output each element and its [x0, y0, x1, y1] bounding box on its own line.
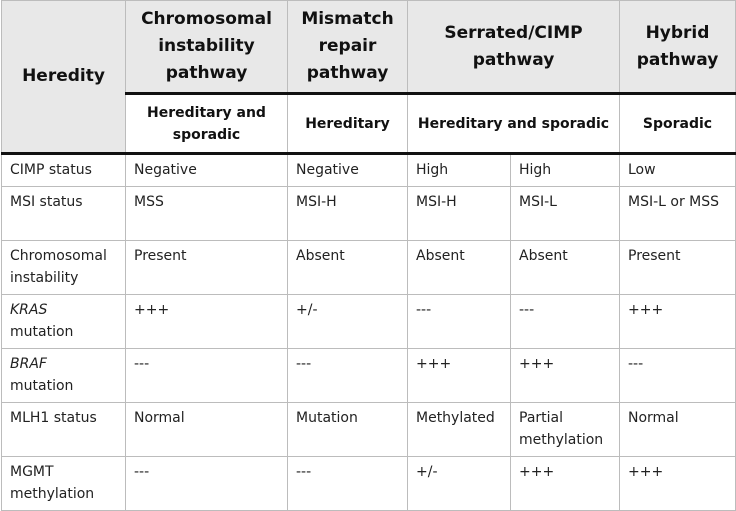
table-cell: Partial methylation [511, 403, 620, 457]
table-cell: --- [126, 457, 288, 511]
table-cell: High [511, 154, 620, 187]
heredity-type-mmr: Hereditary [288, 94, 408, 154]
heredity-type-hybrid: Sporadic [620, 94, 736, 154]
heredity-type-serrated: Hereditary and sporadic [408, 94, 620, 154]
table-row [2, 349, 736, 403]
header-row [2, 1, 736, 94]
table-cell: Negative [288, 154, 408, 187]
table-cell: MSI-L or MSS [620, 187, 736, 241]
row-label: Chromosomal instability [2, 241, 126, 295]
row-label-suffix: mutation [10, 324, 74, 340]
table-cell: +++ [620, 457, 736, 511]
table-cell: +++ [126, 295, 288, 349]
table-cell: --- [408, 295, 511, 349]
pathway-header-cin: Chromosomal instability pathway [126, 1, 288, 94]
table-cell: Present [620, 241, 736, 295]
heredity-type-cin: Hereditary and sporadic [126, 94, 288, 154]
table-row [2, 403, 736, 457]
table-cell: Absent [288, 241, 408, 295]
table-cell: MSI-H [408, 187, 511, 241]
row-label: MGMT methylation [2, 457, 126, 511]
table-cell: +/- [408, 457, 511, 511]
table-cell: Present [126, 241, 288, 295]
row-label: MLH1 status [2, 403, 126, 457]
row-label [2, 349, 126, 403]
table-cell: High [408, 154, 511, 187]
gene-name: KRAS [10, 302, 48, 318]
table-row [2, 457, 736, 511]
table-cell: Absent [408, 241, 511, 295]
table-cell: Low [620, 154, 736, 187]
pathway-comparison-table [1, 0, 736, 511]
table-cell: +++ [511, 457, 620, 511]
table-cell: Mutation [288, 403, 408, 457]
heredity-header: Heredity [2, 1, 126, 154]
row-label: MSI status [2, 187, 126, 241]
table-cell: +++ [408, 349, 511, 403]
pathway-header-hybrid: Hybrid pathway [620, 1, 736, 94]
gene-name: BRAF [10, 356, 47, 372]
table-cell: --- [620, 349, 736, 403]
table-row [2, 187, 736, 241]
table-row [2, 154, 736, 187]
table-cell: Normal [620, 403, 736, 457]
table-cell: MSS [126, 187, 288, 241]
table-cell: +++ [620, 295, 736, 349]
table-row [2, 295, 736, 349]
row-label: CIMP status [2, 154, 126, 187]
table-cell: MSI-L [511, 187, 620, 241]
table-cell: MSI-H [288, 187, 408, 241]
table-cell: Methylated [408, 403, 511, 457]
row-label [2, 295, 126, 349]
pathway-header-mmr: Mismatch repair pathway [288, 1, 408, 94]
table-cell: Absent [511, 241, 620, 295]
pathway-header-serrated: Serrated/CIMP pathway [408, 1, 620, 94]
table-cell: +/- [288, 295, 408, 349]
table-cell: Negative [126, 154, 288, 187]
table-row [2, 241, 736, 295]
table-cell: Normal [126, 403, 288, 457]
table-cell: +++ [511, 349, 620, 403]
table-cell: --- [288, 349, 408, 403]
table-cell: --- [288, 457, 408, 511]
table-cell: --- [511, 295, 620, 349]
table-cell: --- [126, 349, 288, 403]
row-label-suffix: mutation [10, 378, 74, 394]
